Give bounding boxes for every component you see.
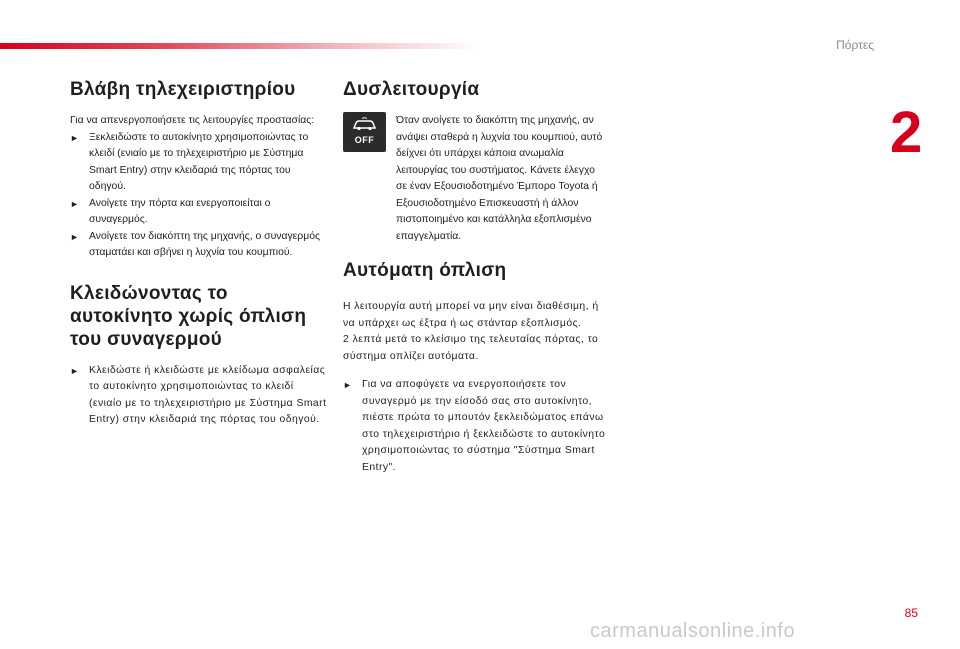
- remote-failure-steps: [70, 130, 328, 262]
- off-label: OFF: [354, 135, 375, 145]
- left-column: [70, 78, 328, 429]
- remote-failure-intro: Για να απενεργοποιήσετε τις λειτουργίες προστασίας:: [70, 115, 315, 126]
- arrow-bullet-icon: ►: [70, 198, 79, 209]
- auto-arming-title: Αυτόματη όπλιση: [343, 260, 507, 281]
- list-item: ► Ανοίγετε τον διακόπτη της μηχανής, ο συναγερμός σταματάει και σβήνει η λυχνία του κουμπιού.: [70, 230, 320, 258]
- lock-without-alarm-title: Κλειδώνοντας το αυτοκίνητο χωρίς όπλιση του συναγερμού: [70, 282, 307, 350]
- auto-arming-availability: Η λειτουργία αυτή μπορεί να μην είναι διαθέσιμη, ή να υπάρχει ως έξτρα ή ως στάνταρ εξοπλισμός.: [343, 301, 599, 329]
- chapter-number: 2: [890, 100, 923, 165]
- auto-arming-timing: 2 λεπτά μετά το κλείσιμο της τελευταίας πόρτας, το σύστημα οπλίζει αυτόματα.: [343, 334, 599, 362]
- auto-arming-steps: [343, 377, 608, 476]
- lock-without-alarm-steps: [70, 363, 328, 429]
- remote-failure-title: Βλάβη τηλεχειριστηρίου: [70, 79, 296, 100]
- watermark: carmanualsonline.info: [590, 620, 796, 642]
- right-column: [343, 78, 608, 476]
- list-item: ► Ξεκλειδώστε το αυτοκίνητο χρησιμοποιώντας το κλειδί (ενιαίο με το τηλεχειριστήριο με Σύστημα Smart Entry) στην κλειδαριά της πόρτας του οδηγού.: [70, 131, 309, 192]
- header-accent-bar: [0, 43, 480, 49]
- arrow-bullet-icon: ►: [70, 132, 79, 143]
- malfunction-title: Δυσλειτουργία: [343, 79, 480, 100]
- alarm-off-warning-icon: [343, 112, 386, 152]
- list-item: ► Για να αποφύγετε να ενεργοποιήσετε τον συναγερμό με την είσοδό σας στο αυτοκίνητο, πιέστε πρώτα το μπουτόν ξεκλειδώματος επάνω στο τηλεχειριστήριο ή ξεκλειδώστε το αυτοκίνητο χρησιμοποιώντας το σύστημα "Σύστημα Smart Entry".: [343, 379, 606, 473]
- arrow-bullet-icon: ►: [70, 365, 79, 376]
- arrow-bullet-icon: ►: [70, 231, 79, 242]
- arrow-bullet-icon: ►: [343, 380, 352, 390]
- section-label: Πόρτες: [836, 38, 874, 52]
- list-item: ► Κλειδώστε ή κλειδώστε με κλείδωμα ασφαλείας το αυτοκίνητο χρησιμοποιώντας το κλειδί (ενιαίο με το τηλεχειριστήριο με Σύστημα Smart Entry) στην κλειδαριά της πόρτας του οδηγού.: [70, 364, 327, 425]
- page-number: 85: [904, 606, 918, 620]
- list-item: ► Ανοίγετε την πόρτα και ενεργοποιείται ο συναγερμός.: [70, 197, 271, 225]
- malfunction-text: Όταν ανοίγετε το διακόπτη της μηχανής, αν ανάψει σταθερά η λυχνία του κουμπιού, αυτό δείχνει ότι υπάρχει κάποια ανωμαλία λειτουργίας του συστήματος. Κάνετε έλεγχο σε έναν Εξουσιοδοτημένο Έμπορο Toyota ή Εξουσιοδοτημένο Επισκευαστή ή άλλον πιστοποιημένο και κατάλληλα εξοπλισμένο επαγγελματία.: [396, 115, 603, 242]
